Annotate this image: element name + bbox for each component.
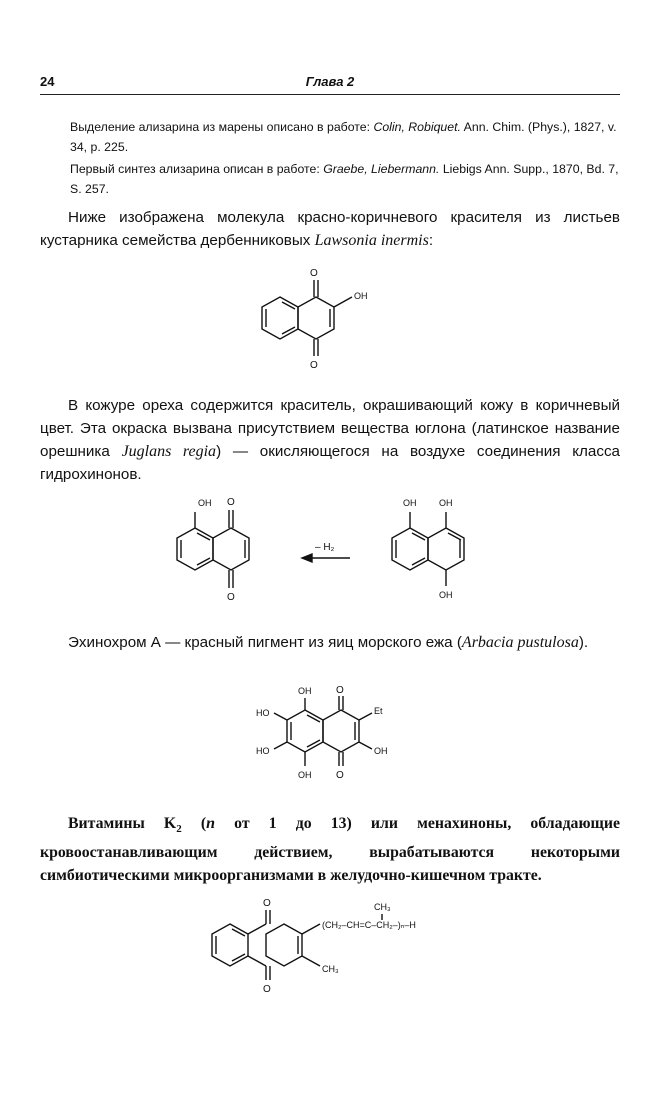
page-number: 24 bbox=[40, 74, 55, 89]
svg-text:OH: OH bbox=[403, 498, 417, 508]
svg-text:OH: OH bbox=[439, 590, 453, 600]
svg-text:CH₃: CH₃ bbox=[322, 964, 339, 974]
reference-2: Первый синтез ализарина описан в работе: Graebe, Liebermann. Liebigs Ann. Supp., 1870, Bd. 7, S. 257. bbox=[70, 162, 619, 196]
lawsone-structure bbox=[240, 262, 420, 382]
chapter-title: Глава 2 bbox=[305, 74, 355, 89]
svg-text:OH: OH bbox=[298, 770, 312, 780]
paragraph-vitamins: Витамины $K_2$ (n от 1 до 13) или менахиноны, обладающие кровоостанавливающим действием, вырабатываются некоторыми симбиотическими микроорганизмами в желудочно-кишечном тракте. bbox=[40, 815, 620, 885]
svg-text:O: O bbox=[263, 984, 271, 995]
svg-text:– H₂: – H₂ bbox=[315, 542, 335, 553]
hydroquinone-structure bbox=[392, 498, 464, 600]
svg-text:(CH₂–CH=C–CH₂–)ₙ–H: (CH₂–CH=C–CH₂–)ₙ–H bbox=[322, 920, 416, 930]
paragraph-echinochrome: Эхинохром А — красный пигмент из яиц морского ежа (Arbacia pustulosa). bbox=[68, 634, 589, 651]
svg-text:CH₃: CH₃ bbox=[374, 902, 391, 912]
vitamin-k2-structure bbox=[200, 892, 480, 1012]
svg-text:O: O bbox=[310, 360, 318, 371]
svg-text:HO: HO bbox=[256, 746, 270, 756]
juglone-structure bbox=[177, 497, 249, 603]
svg-text:OH: OH bbox=[439, 498, 453, 508]
svg-text:HO: HO bbox=[256, 708, 270, 718]
svg-text:Et: Et bbox=[374, 706, 383, 716]
svg-text:O: O bbox=[336, 770, 344, 781]
svg-text:O: O bbox=[310, 268, 318, 279]
svg-text:O: O bbox=[227, 592, 235, 603]
echinochrome-structure bbox=[230, 682, 430, 802]
paragraph-lawsone: Ниже изображена молекула красно-коричневого красителя из листьев кустарника семейства дербенниковых Lawsonia inermis: bbox=[40, 209, 620, 249]
svg-text:OH: OH bbox=[374, 746, 388, 756]
references-block bbox=[70, 117, 620, 201]
svg-text:O: O bbox=[227, 497, 235, 508]
reference-1: Выделение ализарина из марены описано в работе: Colin, Robiquet. Ann. Chim. (Phys.), 1827, v. 34, p. 225. bbox=[70, 120, 617, 154]
svg-text:O: O bbox=[336, 685, 344, 696]
svg-text:OH: OH bbox=[298, 686, 312, 696]
juglone-reaction bbox=[160, 490, 520, 620]
svg-text:O: O bbox=[263, 898, 271, 909]
svg-text:OH: OH bbox=[198, 498, 212, 508]
svg-text:OH: OH bbox=[354, 291, 368, 301]
page-header bbox=[40, 74, 620, 95]
paragraph-juglone: В кожуре ореха содержится краситель, окрашивающий кожу в коричневый цвет. Эта окраска вызвана присутствием вещества юглона (латинское название орешника Juglans regia) — окисляющегося на воздухе соединения класса гидрохинонов. bbox=[40, 397, 620, 483]
